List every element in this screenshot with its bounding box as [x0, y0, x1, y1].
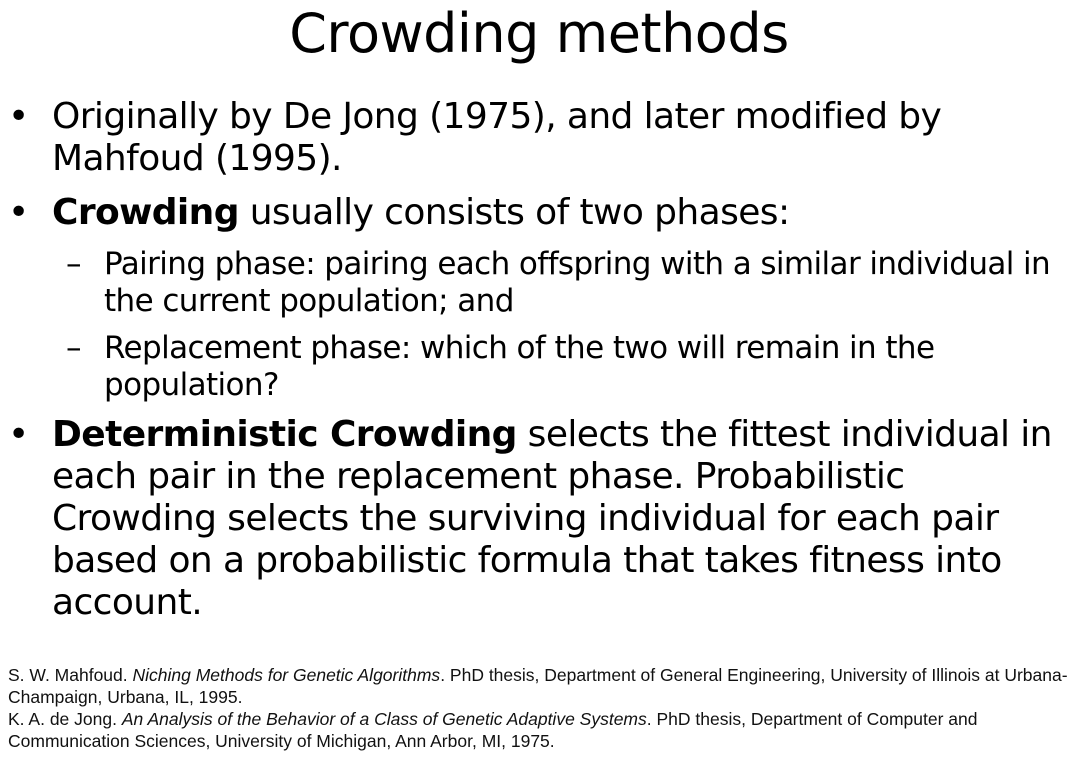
reference-authors: K. A. de Jong.: [8, 709, 122, 729]
bullet-item-deterministic-crowding: [0, 414, 1078, 624]
bullet-text: Originally by De Jong (1975), and later modified by Mahfoud (1995).: [52, 96, 942, 179]
bullet-bold-term: Deterministic Crowding: [52, 414, 517, 455]
reference-title: Niching Methods for Genetic Algorithms: [132, 665, 441, 685]
sub-bullet-marker: –: [66, 246, 81, 282]
sub-bullet-marker: –: [66, 330, 81, 366]
bullet-bold-term: Crowding: [52, 192, 239, 233]
bullet-item-crowding: [0, 192, 1078, 234]
slide-title: Crowding methods: [289, 2, 789, 65]
sub-bullet-replacement-phase: [0, 330, 1078, 404]
bullet-list: [0, 96, 1078, 636]
bullet-marker: •: [8, 192, 29, 233]
references: [8, 664, 1074, 752]
reference-title: An Analysis of the Behavior of a Class of Genetic Adaptive Systems: [121, 709, 647, 729]
reference-details: . PhD thesis, Department of General Engineering, University of Illinois at Urbana-Champaign, Urbana, IL, 1995.: [8, 665, 1068, 707]
sub-bullet-text: Replacement phase: which of the two will remain in the population?: [104, 330, 935, 403]
reference-details: . PhD thesis, Department of Computer and Communication Sciences, University of Michigan, Ann Arbor, MI, 1975.: [8, 709, 978, 751]
reference-mahfoud: [8, 664, 1074, 708]
sub-bullet-pairing-phase: [0, 246, 1078, 320]
sub-bullet-text: Pairing phase: pairing each offspring with a similar individual in the current population; and: [104, 246, 1051, 319]
bullet-marker: •: [8, 414, 29, 455]
bullet-text: usually consists of two phases:: [238, 192, 790, 233]
bullet-text: selects the fittest individual in each pair in the replacement phase. Probabilistic Crowding selects the surviving individual for each pair based on a probabilistic formula that takes fitness into account.: [52, 414, 1052, 623]
reference-authors: S. W. Mahfoud.: [8, 665, 133, 685]
reference-de-jong: [8, 708, 1074, 752]
bullet-marker: •: [8, 96, 29, 137]
bullet-item-origin: [0, 96, 1078, 180]
